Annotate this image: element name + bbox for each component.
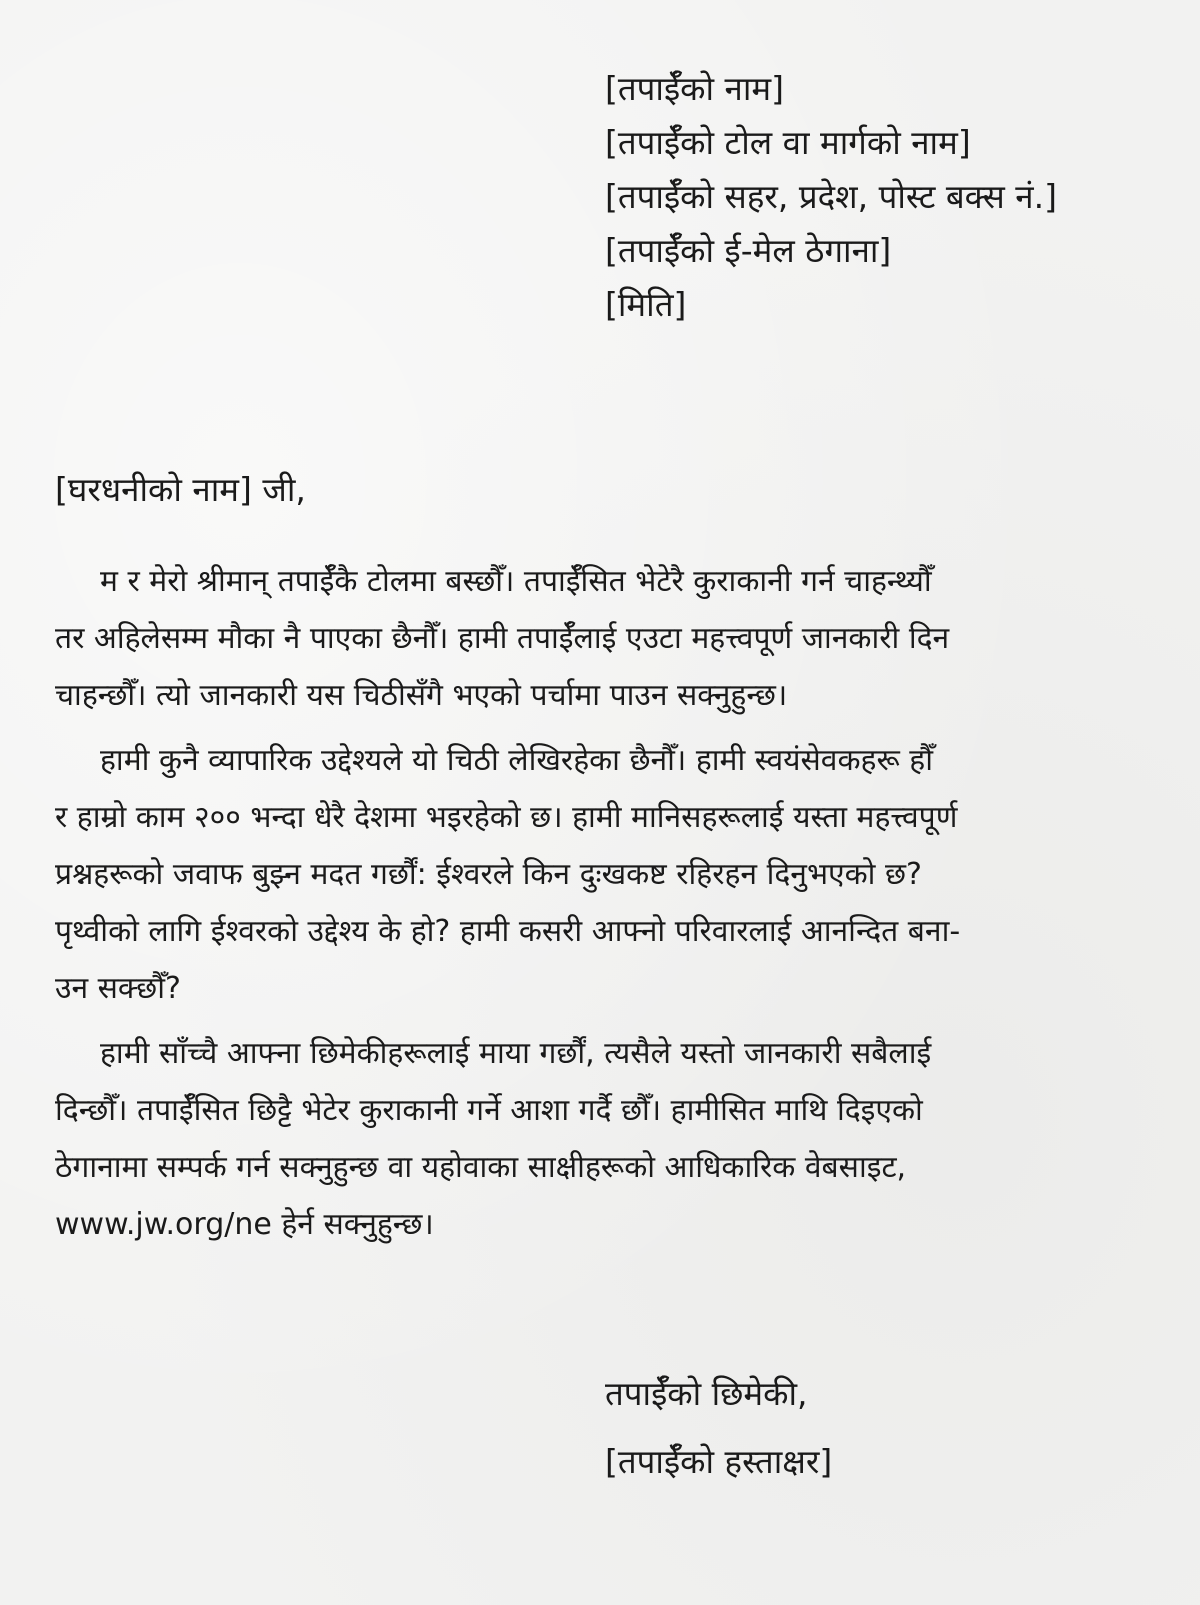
sender-city: [तपाईँको सहर, प्रदेश, पोस्ट बक्स नं.]: [605, 177, 1057, 216]
website-line: www.jw.org/ne हेर्न सक्नुहुन्छ।: [55, 1207, 434, 1242]
closing-block: [605, 1360, 832, 1496]
body-line: प्रश्नहरूको जवाफ बुझ्न मदत गर्छौं: ईश्वरले किन दुःखकष्ट रहिरहन दिनुभएको छ?: [55, 857, 922, 892]
body-line: हामी कुनै व्यापारिक उद्देश्यले यो चिठी लेखिरहेका छैनौँ। हामी स्वयंसेवकहरू हौँ: [100, 743, 934, 778]
body-line: म र मेरो श्रीमान् तपाईँकै टोलमा बस्छौँ। तपाईँसित भेटेरै कुराकानी गर्न चाहन्थ्यौँ: [100, 564, 932, 599]
paragraph-3: [55, 1025, 1125, 1253]
sender-street: [तपाईँको टोल वा मार्गको नाम]: [605, 123, 971, 162]
body-line: उन सक्छौँ?: [55, 971, 181, 1006]
salutation: [घरधनीको नाम] जी,: [55, 470, 306, 509]
body-line: चाहन्छौँ। त्यो जानकारी यस चिठीसँगै भएको पर्चामा पाउन सक्नुहुन्छ।: [55, 678, 788, 713]
paragraph-1: [55, 553, 1125, 724]
closing-line: तपाईँको छिमेकी,: [605, 1374, 808, 1413]
sender-email: [तपाईँको ई-मेल ठेगाना]: [605, 231, 892, 270]
body-line: हामी साँच्चै आफ्ना छिमेकीहरूलाई माया गर्छौं, त्यसैले यस्तो जानकारी सबैलाई: [100, 1036, 932, 1071]
sender-name: [तपाईँको नाम]: [605, 69, 785, 108]
sender-address-block: [605, 62, 1185, 332]
letter-date: [मिति]: [605, 285, 687, 324]
letter-body: [55, 553, 1125, 1253]
body-line: ठेगानामा सम्पर्क गर्न सक्नुहुन्छ वा यहोवाका साक्षीहरूको आधिकारिक वेबसाइट,: [55, 1150, 907, 1185]
body-line: पृथ्वीको लागि ईश्वरको उद्देश्य के हो? हामी कसरी आफ्नो परिवारलाई आनन्दित बना-: [55, 914, 961, 949]
body-line: र हाम्रो काम २०० भन्दा धेरै देशमा भइरहेको छ। हामी मानिसहरूलाई यस्ता महत्त्वपूर्ण: [55, 800, 958, 835]
signature-placeholder: [तपाईँको हस्ताक्षर]: [605, 1442, 833, 1481]
body-line: दिन्छौँ। तपाईँसित छिट्टै भेटेर कुराकानी गर्ने आशा गर्दै छौँ। हामीसित माथि दिइएको: [55, 1093, 923, 1128]
paragraph-2: [55, 732, 1125, 1017]
body-line: तर अहिलेसम्म मौका नै पाएका छैनौँ। हामी तपाईँलाई एउटा महत्त्वपूर्ण जानकारी दिन: [55, 621, 950, 656]
